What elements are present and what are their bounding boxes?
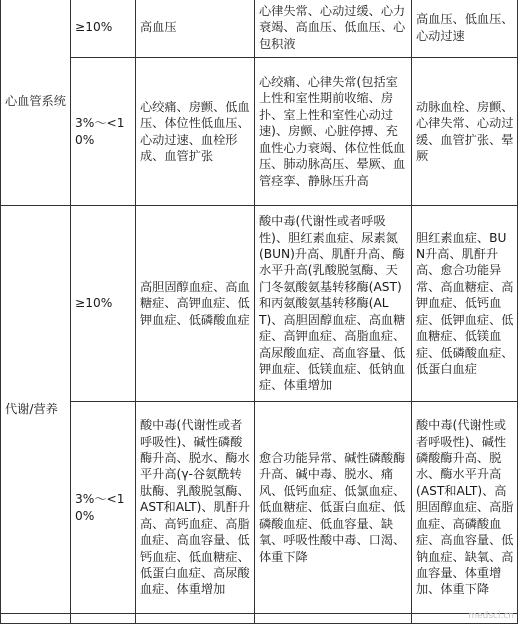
table-cell [1, 614, 71, 624]
table-cell: 心绞痛、房颤、低血压、体位性低血压、心动过速、血栓形成、血管扩张 [136, 58, 255, 206]
table-row [1, 0, 518, 58]
frequency-cell: 3%～<10% [71, 58, 136, 206]
table-cell: 高胆固醇血症、高血糖症、高钾血症、低钾血症、低磷酸血症 [136, 206, 255, 402]
table-cell: 高血压 [136, 0, 255, 58]
table-row [1, 58, 518, 206]
watermark: medsci.cn [468, 611, 514, 621]
table-cell: 愈合功能异常、碱性磷酸酶升高、碱中毒、脱水、痛风、低钙血症、低氯血症、低血糖症、低蛋白血症、低磷酸血症、低血容量、缺氧、呼吸性酸中毒、口渴、体重下降 [255, 402, 412, 614]
category-cell: 心血管系统 [1, 0, 71, 206]
table-cell [255, 614, 412, 624]
table-cell: 心绞痛、心律失常(包括室上性和室性期前收缩、房扑、室上性和室性心动过速)、房颤、心脏停搏、充血性心力衰竭、体位性低血压、肺动脉高压、晕厥、血管痉挛、静脉压升高 [255, 58, 412, 206]
frequency-cell: 3%～<10% [71, 402, 136, 614]
frequency-cell: ≥10% [71, 0, 136, 58]
table-cell: 酸中毒(代谢性或者呼吸性)、胆红素血症、尿素氮(BUN)升高、肌酐升高、酶水平升高(乳酸脱氢酶、天门冬氨酸氨基转移酶(AST)和丙氨酸氨基转移酶(ALT)、高胆固醇血症、高血糖症、高钾血症、高脂血症、高尿酸血症、高血容量、低钾血症、低镁血症、低钠血症、体重增加 [255, 206, 412, 402]
table-cell [136, 614, 255, 624]
table-row [1, 206, 518, 402]
table-cell: 心律失常、心动过缓、心力衰竭、高血压、低血压、心包积液 [255, 0, 412, 58]
table-cell [71, 614, 136, 624]
table-cell: 高血压、低血压、心动过速 [412, 0, 518, 58]
table-row [1, 614, 518, 624]
table-cell: 胆红素血症、BUN升高、肌酐升高、愈合功能异常、高血糖症、高钾血症、低钙血症、低钾血症、低血糖症、低镁血症、低磷酸血症、低蛋白血症 [412, 206, 518, 402]
table-cell: 酸中毒(代谢性或者呼吸性)、碱性磷酸酶升高、脱水、酶水平升高(γ-谷氨酰转肽酶、乳酸脱氢酶、AST和ALT)、肌酐升高、高钙血症、高脂血症、高血容量、低钙血症、低血糖症、低蛋白血症、高尿酸血症、体重增加 [136, 402, 255, 614]
category-cell: 代谢/营养 [1, 206, 71, 614]
table-cell: 酸中毒(代谢性或者呼吸性)、碱性磷酸酶升高、脱水、酶水平升高(AST和ALT)、高胆固醇血症、高脂血症、高磷酸血症、高血容量、低钠血症、缺氧、高血容量、体重增加、体重下降 [412, 402, 518, 614]
frequency-cell: ≥10% [71, 206, 136, 402]
table-cell: 动脉血栓、房颤、心律失常、心动过缓、血管扩张、晕厥 [412, 58, 518, 206]
table-row [1, 402, 518, 614]
